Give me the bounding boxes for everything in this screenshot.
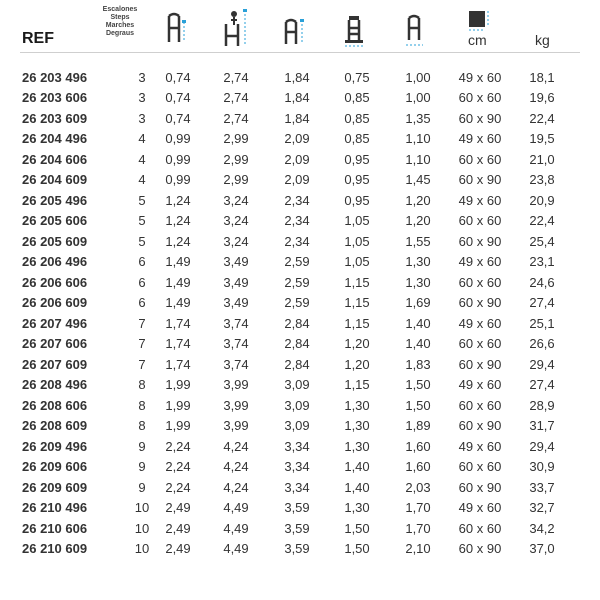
ladder-height-cell: 2,24: [165, 459, 191, 475]
platform-height-cell: 3,59: [284, 541, 310, 557]
weight-cell: 27,4: [529, 377, 555, 393]
ladder-depth-cell: 1,30: [344, 438, 370, 454]
ladder-depth-cell: 0,75: [344, 69, 370, 85]
steps-cell: 5: [138, 213, 146, 229]
weight-cell: 23,8: [529, 172, 555, 188]
steps-cell: 10: [134, 500, 150, 516]
ref-cell: 26 203 606: [22, 90, 88, 106]
reach-height-cell: 3,99: [223, 418, 249, 434]
ladder-height-cell: 0,99: [165, 172, 191, 188]
steps-cell: 6: [138, 295, 146, 311]
weight-cell: 19,6: [529, 90, 555, 106]
steps-cell: 3: [138, 110, 146, 126]
reach-height-cell: 3,99: [223, 397, 249, 413]
weight-cell: 22,4: [529, 110, 555, 126]
unit-cm: cm: [468, 32, 487, 48]
platform-size-cell: 60 x 90: [458, 356, 502, 372]
base-width-cell: 1,60: [405, 459, 431, 475]
base-width-cell: 1,00: [405, 90, 431, 106]
reach-height-cell: 2,74: [223, 110, 249, 126]
reach-height-cell: 3,49: [223, 274, 249, 290]
platform-height-cell: 2,34: [284, 213, 310, 229]
ladder-height-cell: 1,99: [165, 418, 191, 434]
ref-cell: 26 204 606: [22, 151, 88, 167]
ladder-depth-cell: 0,85: [344, 110, 370, 126]
weight-cell: 23,1: [529, 254, 555, 270]
weight-cell: 18,1: [529, 69, 555, 85]
platform-size-cell: 60 x 60: [458, 90, 502, 106]
weight-cell: 20,9: [529, 192, 555, 208]
platform-size-cell: 49 x 60: [458, 69, 502, 85]
ladder-depth-cell: 1,15: [344, 274, 370, 290]
platform-height-cell: 2,59: [284, 274, 310, 290]
reach-height-cell: 3,24: [223, 233, 249, 249]
table-row: [0, 416, 572, 437]
table-row: [0, 108, 572, 129]
platform-height-cell: 2,84: [284, 356, 310, 372]
ref-cell: 26 210 609: [22, 541, 88, 557]
ladder-depth-cell: 1,50: [344, 541, 370, 557]
reach-height-cell: 4,24: [223, 459, 249, 475]
table-header: [0, 0, 600, 56]
ladder-height-cell: 2,49: [165, 541, 191, 557]
ref-cell: 26 204 609: [22, 172, 88, 188]
platform-size-cell: 60 x 60: [458, 520, 502, 536]
unit-kg: kg: [535, 32, 550, 48]
steps-cell: 9: [138, 459, 146, 475]
platform-height-cell: 2,09: [284, 131, 310, 147]
ref-cell: 26 209 496: [22, 438, 88, 454]
ref-cell: 26 203 496: [22, 69, 88, 85]
table-row: [0, 149, 572, 170]
reach-height-cell: 4,24: [223, 438, 249, 454]
ref-cell: 26 207 606: [22, 336, 88, 352]
ladder-depth-cell: 1,50: [344, 520, 370, 536]
weight-cell: 32,7: [529, 500, 555, 516]
reach-height-cell: 4,49: [223, 520, 249, 536]
ladder-depth-cell: 0,85: [344, 131, 370, 147]
weight-cell: 25,4: [529, 233, 555, 249]
weight-cell: 30,9: [529, 459, 555, 475]
platform-height-cell: 2,34: [284, 233, 310, 249]
platform-height-cell: 3,09: [284, 377, 310, 393]
weight-cell: 31,7: [529, 418, 555, 434]
base-width-cell: 1,55: [405, 233, 431, 249]
weight-cell: 33,7: [529, 479, 555, 495]
weight-cell: 22,4: [529, 213, 555, 229]
steps-cell: 5: [138, 192, 146, 208]
weight-cell: 26,6: [529, 336, 555, 352]
ladder-height-cell: 1,74: [165, 336, 191, 352]
base-width-cell: 1,10: [405, 131, 431, 147]
weight-cell: 24,6: [529, 274, 555, 290]
table-row: [0, 88, 572, 109]
ref-cell: 26 209 606: [22, 459, 88, 475]
steps-cell: 3: [138, 69, 146, 85]
ladder-height-cell: 1,99: [165, 377, 191, 393]
reach-height-cell: 2,74: [223, 69, 249, 85]
platform-height-cell: 2,09: [284, 172, 310, 188]
steps-cell: 6: [138, 254, 146, 270]
reach-height-cell: 2,99: [223, 172, 249, 188]
ladder-depth-cell: 1,40: [344, 479, 370, 495]
platform-height-cell: 1,84: [284, 69, 310, 85]
ref-cell: 26 204 496: [22, 131, 88, 147]
weight-cell: 19,5: [529, 131, 555, 147]
table-row: [0, 354, 572, 375]
ref-cell: 26 208 496: [22, 377, 88, 393]
table-row: [0, 211, 572, 232]
base-width-cell: 2,10: [405, 541, 431, 557]
base-width-cell: 1,50: [405, 397, 431, 413]
platform-height-icon: [280, 8, 306, 46]
base-width-cell: 1,40: [405, 336, 431, 352]
ladder-depth-cell: 1,40: [344, 459, 370, 475]
base-width-cell: 1,60: [405, 438, 431, 454]
reach-height-cell: 4,49: [223, 500, 249, 516]
weight-cell: 37,0: [529, 541, 555, 557]
platform-size-cell: 60 x 90: [458, 233, 502, 249]
platform-size-cell: 60 x 90: [458, 418, 502, 434]
platform-size-cell: 60 x 60: [458, 151, 502, 167]
steps-cell: 8: [138, 418, 146, 434]
table-row: [0, 518, 572, 539]
ladder-depth-cell: 1,20: [344, 356, 370, 372]
ladder-depth-cell: 1,30: [344, 418, 370, 434]
header-divider: [20, 52, 580, 53]
reach-height-cell: 3,74: [223, 315, 249, 331]
table-row: [0, 67, 572, 88]
platform-height-cell: 3,34: [284, 459, 310, 475]
steps-cell: 4: [138, 151, 146, 167]
ladder-depth-cell: 1,15: [344, 377, 370, 393]
ladder-height-icon: [162, 8, 188, 44]
reach-height-cell: 3,24: [223, 192, 249, 208]
table-row: [0, 129, 572, 150]
base-width-cell: 1,89: [405, 418, 431, 434]
reach-height-cell: 2,99: [223, 151, 249, 167]
base-width-cell: 1,83: [405, 356, 431, 372]
steps-header-line: Escalones: [102, 6, 138, 13]
table-row: [0, 272, 572, 293]
ladder-height-cell: 0,74: [165, 110, 191, 126]
steps-cell: 5: [138, 233, 146, 249]
weight-cell: 27,4: [529, 295, 555, 311]
platform-height-cell: 3,59: [284, 500, 310, 516]
weight-cell: 25,1: [529, 315, 555, 331]
platform-height-cell: 2,09: [284, 151, 310, 167]
steps-cell: 9: [138, 438, 146, 454]
steps-header-line: Degraus: [105, 30, 134, 37]
base-width-cell: 1,20: [405, 192, 431, 208]
table-row: [0, 498, 572, 519]
ref-cell: 26 205 606: [22, 213, 88, 229]
platform-height-cell: 2,84: [284, 315, 310, 331]
platform-height-cell: 3,09: [284, 418, 310, 434]
ladder-depth-cell: 0,85: [344, 90, 370, 106]
weight-cell: 28,9: [529, 397, 555, 413]
base-width-cell: 1,30: [405, 274, 431, 290]
platform-height-cell: 3,09: [284, 397, 310, 413]
steps-cell: 7: [138, 356, 146, 372]
ladder-depth-cell: 1,30: [344, 397, 370, 413]
steps-cell: 8: [138, 397, 146, 413]
table-row: [0, 313, 572, 334]
platform-size-cell: 49 x 60: [458, 500, 502, 516]
reach-height-cell: 3,99: [223, 377, 249, 393]
base-width-cell: 1,70: [405, 520, 431, 536]
ref-header: REF: [22, 30, 54, 47]
table-row: [0, 375, 572, 396]
table-row: [0, 457, 572, 478]
platform-size-cell: 49 x 60: [458, 192, 502, 208]
table-row: [0, 539, 572, 560]
base-width-cell: 1,40: [405, 315, 431, 331]
ref-cell: 26 209 609: [22, 479, 88, 495]
ladder-depth-cell: 1,05: [344, 254, 370, 270]
table-row: [0, 252, 572, 273]
base-width-cell: 1,20: [405, 213, 431, 229]
ref-cell: 26 210 606: [22, 520, 88, 536]
ref-cell: 26 203 609: [22, 110, 88, 126]
table-row: [0, 334, 572, 355]
table-row: [0, 190, 572, 211]
ref-cell: 26 208 606: [22, 397, 88, 413]
ladder-depth-cell: 1,05: [344, 213, 370, 229]
platform-height-cell: 2,34: [284, 192, 310, 208]
base-width-icon: [402, 8, 430, 48]
steps-cell: 9: [138, 479, 146, 495]
table-row: [0, 231, 572, 252]
steps-cell: 10: [134, 541, 150, 557]
platform-size-cell: 49 x 60: [458, 315, 502, 331]
base-width-cell: 1,50: [405, 377, 431, 393]
ladder-depth-cell: 1,20: [344, 336, 370, 352]
ladder-height-cell: 1,49: [165, 254, 191, 270]
ladder-depth-cell: 1,05: [344, 233, 370, 249]
steps-cell: 4: [138, 131, 146, 147]
platform-size-cell: 60 x 60: [458, 459, 502, 475]
platform-height-cell: 3,59: [284, 520, 310, 536]
reach-height-cell: 4,49: [223, 541, 249, 557]
steps-cell: 7: [138, 336, 146, 352]
base-width-cell: 1,69: [405, 295, 431, 311]
base-width-cell: 1,30: [405, 254, 431, 270]
platform-height-cell: 2,84: [284, 336, 310, 352]
base-width-cell: 2,03: [405, 479, 431, 495]
steps-cell: 8: [138, 377, 146, 393]
ladder-height-cell: 0,99: [165, 131, 191, 147]
reach-height-cell: 3,24: [223, 213, 249, 229]
ladder-height-cell: 1,24: [165, 192, 191, 208]
platform-height-cell: 3,34: [284, 479, 310, 495]
steps-cell: 7: [138, 315, 146, 331]
weight-cell: 29,4: [529, 438, 555, 454]
reach-height-cell: 3,74: [223, 356, 249, 372]
ladder-height-cell: 2,24: [165, 438, 191, 454]
platform-size-cell: 60 x 60: [458, 213, 502, 229]
ladder-height-cell: 1,24: [165, 233, 191, 249]
reach-height-cell: 3,49: [223, 295, 249, 311]
base-width-cell: 1,00: [405, 69, 431, 85]
platform-size-cell: 49 x 60: [458, 438, 502, 454]
ref-cell: 26 205 609: [22, 233, 88, 249]
ladder-height-cell: 1,24: [165, 213, 191, 229]
platform-height-cell: 3,34: [284, 438, 310, 454]
table-row: [0, 293, 572, 314]
steps-cell: 6: [138, 274, 146, 290]
ladder-height-cell: 1,49: [165, 295, 191, 311]
base-width-cell: 1,45: [405, 172, 431, 188]
ladder-height-cell: 1,49: [165, 274, 191, 290]
platform-height-cell: 2,59: [284, 254, 310, 270]
steps-header-line: Steps: [110, 14, 130, 21]
reach-height-cell: 3,49: [223, 254, 249, 270]
ref-cell: 26 206 609: [22, 295, 88, 311]
weight-cell: 29,4: [529, 356, 555, 372]
base-width-cell: 1,35: [405, 110, 431, 126]
ladder-height-cell: 1,99: [165, 397, 191, 413]
steps-header: [96, 6, 144, 38]
ladder-height-cell: 0,74: [165, 69, 191, 85]
ladder-depth-cell: 1,15: [344, 295, 370, 311]
platform-size-cell: 60 x 90: [458, 479, 502, 495]
ref-cell: 26 206 606: [22, 274, 88, 290]
steps-cell: 3: [138, 90, 146, 106]
base-width-cell: 1,70: [405, 500, 431, 516]
ref-cell: 26 207 609: [22, 356, 88, 372]
ladder-depth-cell: 0,95: [344, 192, 370, 208]
platform-size-cell: 60 x 60: [458, 336, 502, 352]
reach-height-cell: 4,24: [223, 479, 249, 495]
table-row: [0, 395, 572, 416]
ladder-height-cell: 1,74: [165, 356, 191, 372]
ladder-height-cell: 2,49: [165, 520, 191, 536]
steps-header-line: Marches: [105, 22, 135, 29]
ref-cell: 26 205 496: [22, 192, 88, 208]
table-row: [0, 477, 572, 498]
reach-height-cell: 2,99: [223, 131, 249, 147]
steps-cell: 4: [138, 172, 146, 188]
ref-cell: 26 206 496: [22, 254, 88, 270]
ladder-depth-cell: 0,95: [344, 172, 370, 188]
ladder-depth-cell: 1,15: [344, 315, 370, 331]
platform-size-cell: 49 x 60: [458, 377, 502, 393]
ladder-depth-icon: [340, 8, 368, 48]
ref-cell: 26 210 496: [22, 500, 88, 516]
platform-size-cell: 49 x 60: [458, 254, 502, 270]
ref-cell: 26 208 609: [22, 418, 88, 434]
base-width-cell: 1,10: [405, 151, 431, 167]
ladder-height-cell: 2,24: [165, 479, 191, 495]
platform-size-cell: 60 x 90: [458, 110, 502, 126]
reach-height-cell: 2,74: [223, 90, 249, 106]
spec-table: [0, 67, 572, 559]
platform-height-cell: 2,59: [284, 295, 310, 311]
table-row: [0, 436, 572, 457]
weight-cell: 21,0: [529, 151, 555, 167]
ref-cell: 26 207 496: [22, 315, 88, 331]
platform-size-cell: 60 x 90: [458, 172, 502, 188]
ladder-depth-cell: 0,95: [344, 151, 370, 167]
platform-size-cell: 60 x 90: [458, 295, 502, 311]
reach-height-icon: [220, 8, 250, 48]
platform-size-cell: 60 x 90: [458, 541, 502, 557]
platform-size-icon: [466, 8, 490, 32]
reach-height-cell: 3,74: [223, 336, 249, 352]
ladder-height-cell: 0,74: [165, 90, 191, 106]
ladder-height-cell: 0,99: [165, 151, 191, 167]
platform-size-cell: 60 x 60: [458, 397, 502, 413]
platform-height-cell: 1,84: [284, 110, 310, 126]
ladder-depth-cell: 1,30: [344, 500, 370, 516]
weight-cell: 34,2: [529, 520, 555, 536]
platform-size-cell: 49 x 60: [458, 131, 502, 147]
ladder-height-cell: 2,49: [165, 500, 191, 516]
ladder-height-cell: 1,74: [165, 315, 191, 331]
platform-size-cell: 60 x 60: [458, 274, 502, 290]
platform-height-cell: 1,84: [284, 90, 310, 106]
table-row: [0, 170, 572, 191]
steps-cell: 10: [134, 520, 150, 536]
